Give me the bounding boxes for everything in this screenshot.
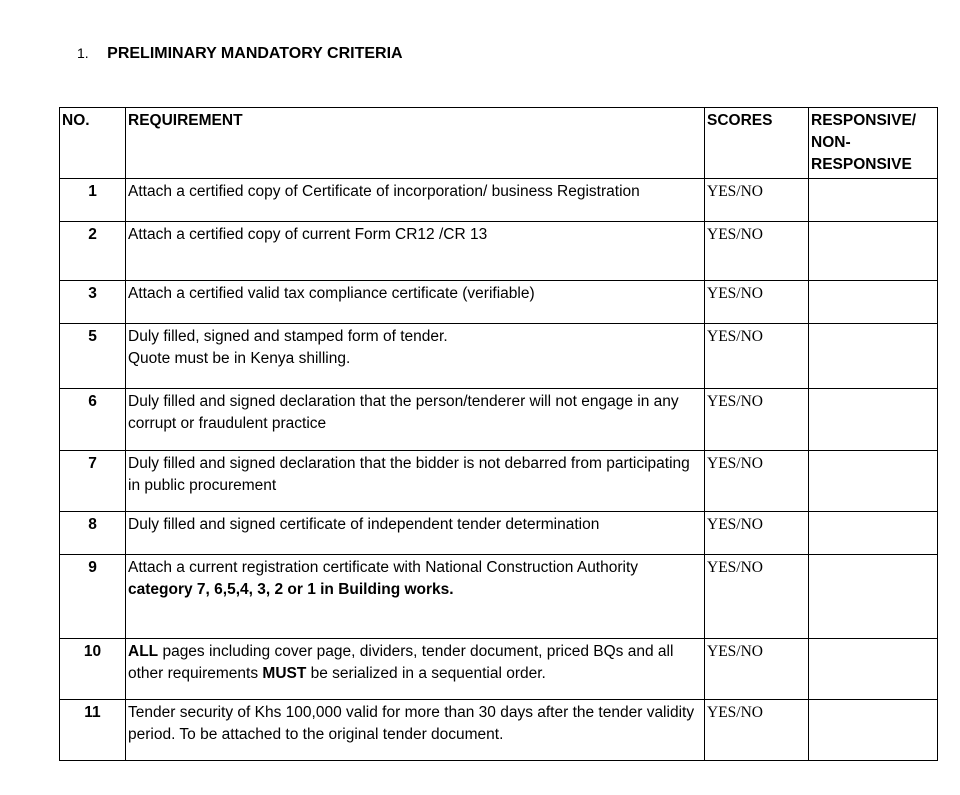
col-header-no: NO. [60,108,126,179]
requirement-text [126,639,705,700]
requirement-text [126,179,705,222]
score-value: YES/NO [705,639,809,700]
requirement-text [126,555,705,639]
score-value: YES/NO [705,451,809,512]
table-row [60,700,938,761]
requirement-fragment: pages including cover page, dividers, tender document, priced BQs and all other requirements [128,643,674,682]
requirement-fragment: Duly filled, signed and stamped form of tender. [128,328,448,345]
requirement-fragment: Attach a current registration certificate with National Construction Authority [128,559,639,576]
table-row [60,179,938,222]
responsive-cell [809,324,938,389]
table-row [60,281,938,324]
score-value: YES/NO [705,281,809,324]
score-value: YES/NO [705,555,809,639]
requirement-fragment: Tender security of Khs 100,000 valid for more than 30 days after the tender validity period. To be attached to the original tender document. [128,704,695,743]
table-row [60,512,938,555]
col-header-responsive: RESPONSIVE/ NON- RESPONSIVE [809,108,938,179]
requirement-emphasis: MUST [262,665,307,682]
requirement-fragment: Attach a certified copy of Certificate of incorporation/ business Registration [128,183,640,200]
requirement-fragment: Attach a certified valid tax compliance certificate (verifiable) [128,285,535,302]
row-number: 2 [60,222,126,281]
score-value: YES/NO [705,324,809,389]
requirement-emphasis: category 7, 6,5,4, 3, 2 or 1 in Building works. [128,581,454,598]
table-body [60,179,938,761]
row-number: 3 [60,281,126,324]
row-number: 6 [60,389,126,451]
score-value: YES/NO [705,179,809,222]
section-title: PRELIMINARY MANDATORY CRITERIA [107,45,403,62]
responsive-cell [809,179,938,222]
row-number: 9 [60,555,126,639]
table-header-row [60,108,938,179]
requirement-text [126,222,705,281]
responsive-cell [809,555,938,639]
requirement-text [126,389,705,451]
section-heading [77,45,403,63]
requirement-text [126,451,705,512]
score-value: YES/NO [705,512,809,555]
requirement-text [126,281,705,324]
row-number: 11 [60,700,126,761]
table-row [60,555,938,639]
section-number: 1. [77,45,89,61]
responsive-cell [809,700,938,761]
score-value: YES/NO [705,389,809,451]
responsive-cell [809,389,938,451]
requirement-emphasis: ALL [128,643,159,660]
row-number: 10 [60,639,126,700]
requirement-fragment: Duly filled and signed declaration that the bidder is not debarred from participating in public procurement [128,455,690,494]
table-row [60,639,938,700]
responsive-cell [809,512,938,555]
table-row [60,389,938,451]
row-number: 1 [60,179,126,222]
requirement-fragment: Quote must be in Kenya shilling. [128,350,351,367]
responsive-cell [809,222,938,281]
requirement-text [126,512,705,555]
requirement-fragment: Duly filled and signed certificate of independent tender determination [128,516,600,533]
requirement-fragment: be serialized in a sequential order. [306,665,546,682]
table-row [60,451,938,512]
score-value: YES/NO [705,222,809,281]
table-row [60,324,938,389]
requirement-fragment: Duly filled and signed declaration that the person/tenderer will not engage in any corrupt or fraudulent practice [128,393,679,432]
row-number: 7 [60,451,126,512]
row-number: 8 [60,512,126,555]
responsive-cell [809,639,938,700]
col-header-requirement: REQUIREMENT [126,108,705,179]
requirement-text [126,324,705,389]
col-header-scores: SCORES [705,108,809,179]
criteria-table [59,107,938,761]
score-value: YES/NO [705,700,809,761]
table-row [60,222,938,281]
requirement-fragment: Attach a certified copy of current Form CR12 /CR 13 [128,226,488,243]
responsive-cell [809,451,938,512]
responsive-cell [809,281,938,324]
row-number: 5 [60,324,126,389]
requirement-text [126,700,705,761]
